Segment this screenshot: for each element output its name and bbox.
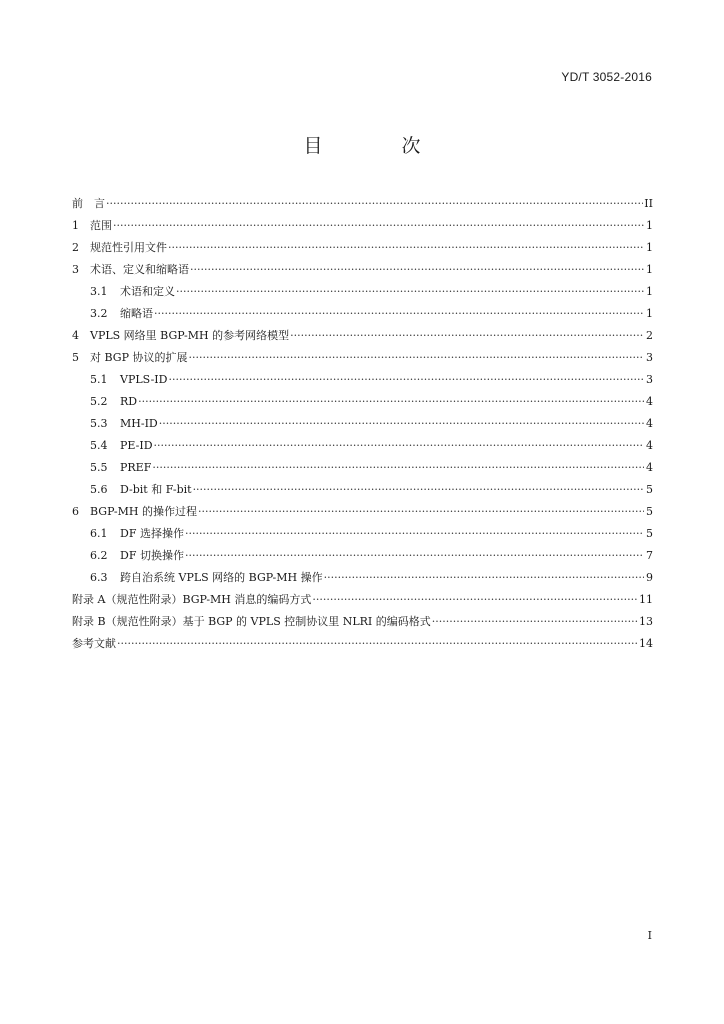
toc-entry[interactable] [72, 523, 653, 545]
toc-entry-number: 5.1 [90, 373, 108, 386]
toc-entry-title: 规范性引用文件 [90, 241, 167, 254]
toc-entry-page: 11 [639, 593, 653, 606]
toc-entry-page: 2 [646, 329, 653, 342]
toc-entry-number: 1 [72, 219, 79, 232]
toc-entry-number: 4 [72, 329, 79, 342]
toc-entry-number: 3 [72, 263, 79, 276]
toc-leader-dots [168, 237, 644, 259]
toc-entry[interactable] [72, 413, 653, 435]
toc-entry[interactable] [72, 325, 653, 347]
toc-entry-title: 缩略语 [120, 307, 153, 320]
table-of-contents [72, 193, 653, 655]
toc-entry-title: PE-ID [120, 439, 153, 452]
toc-leader-dots [193, 479, 644, 501]
toc-entry-title: MH-ID [120, 417, 158, 430]
toc-leader-dots [312, 589, 638, 611]
toc-entry-page: 1 [646, 285, 653, 298]
toc-entry[interactable] [72, 237, 653, 259]
document-code: YD/T 3052-2016 [561, 70, 652, 84]
toc-entry-number: 6.1 [90, 527, 108, 540]
toc-leader-dots [176, 281, 644, 303]
toc-leader-dots [113, 215, 644, 237]
toc-entry-page: 3 [646, 351, 653, 364]
toc-entry-number: 3.1 [90, 285, 108, 298]
toc-entry-title: BGP-MH 的操作过程 [90, 505, 197, 518]
toc-entry[interactable] [72, 435, 653, 457]
toc-entry-page: 13 [639, 615, 653, 628]
toc-entry-title: DF 切换操作 [120, 549, 184, 562]
toc-entry-page: 4 [646, 395, 653, 408]
toc-entry-title: 跨自治系统 VPLS 网络的 BGP-MH 操作 [120, 571, 323, 584]
toc-entry[interactable] [72, 281, 653, 303]
toc-entry[interactable] [72, 193, 653, 215]
toc-entry[interactable] [72, 545, 653, 567]
toc-entry[interactable] [72, 611, 653, 633]
toc-entry-title: 术语、定义和缩略语 [90, 263, 189, 276]
toc-entry-page: 4 [646, 417, 653, 430]
toc-entry-number: 6.2 [90, 549, 108, 562]
toc-entry-number: 5.6 [90, 483, 108, 496]
toc-leader-dots [290, 325, 644, 347]
toc-leader-dots [432, 611, 638, 633]
toc-leader-dots [154, 435, 644, 457]
toc-entry-number: 5 [72, 351, 79, 364]
toc-leader-dots [152, 457, 644, 479]
toc-entry[interactable] [72, 347, 653, 369]
toc-entry-title: RD [120, 395, 138, 408]
toc-leader-dots [117, 633, 638, 655]
toc-entry[interactable] [72, 589, 653, 611]
toc-entry-page: 1 [646, 241, 653, 254]
page-title: 目 次 [303, 135, 451, 157]
toc-entry-page: 14 [639, 637, 653, 650]
toc-leader-dots [324, 567, 644, 589]
toc-entry-title: D-bit 和 F-bit [120, 483, 192, 496]
toc-entry-title: DF 选择操作 [120, 527, 184, 540]
toc-entry[interactable] [72, 479, 653, 501]
toc-entry-number: 2 [72, 241, 79, 254]
toc-leader-dots [198, 501, 644, 523]
toc-entry-title: 前 言 [72, 197, 105, 210]
toc-entry-number: 6 [72, 505, 79, 518]
toc-leader-dots [190, 259, 644, 281]
toc-leader-dots [188, 347, 644, 369]
page-number: I [647, 929, 652, 942]
toc-entry-number: 5.3 [90, 417, 108, 430]
toc-entry-title: 术语和定义 [120, 285, 175, 298]
toc-entry[interactable] [72, 567, 653, 589]
toc-entry-page: 4 [646, 439, 653, 452]
toc-entry[interactable] [72, 633, 653, 655]
toc-entry-page: II [644, 197, 653, 210]
toc-entry-number: 5.5 [90, 461, 108, 474]
toc-entry[interactable] [72, 501, 653, 523]
toc-entry-title: 附录 A（规范性附录）BGP-MH 消息的编码方式 [72, 593, 312, 606]
toc-leader-dots [138, 391, 644, 413]
toc-leader-dots [106, 193, 643, 215]
toc-entry[interactable] [72, 457, 653, 479]
toc-entry-page: 1 [646, 263, 653, 276]
toc-entry-page: 4 [646, 461, 653, 474]
toc-entry-page: 1 [646, 219, 653, 232]
toc-entry-number: 5.2 [90, 395, 108, 408]
toc-entry[interactable] [72, 369, 653, 391]
toc-leader-dots [185, 523, 644, 545]
toc-entry-title: VPLS 网络里 BGP-MH 的参考网络模型 [90, 329, 290, 342]
toc-entry[interactable] [72, 303, 653, 325]
toc-entry-page: 5 [646, 505, 653, 518]
toc-entry-number: 6.3 [90, 571, 108, 584]
toc-entry-title: 参考文献 [72, 637, 116, 650]
toc-entry-number: 3.2 [90, 307, 108, 320]
toc-entry[interactable] [72, 259, 653, 281]
toc-entry-page: 7 [646, 549, 653, 562]
toc-entry[interactable] [72, 215, 653, 237]
toc-entry[interactable] [72, 391, 653, 413]
toc-entry-number: 5.4 [90, 439, 108, 452]
toc-entry-title: 范围 [90, 219, 112, 232]
toc-leader-dots [168, 369, 644, 391]
toc-leader-dots [185, 545, 644, 567]
toc-entry-title: 附录 B（规范性附录）基于 BGP 的 VPLS 控制协议里 NLRI 的编码格式 [72, 615, 431, 628]
toc-entry-title: 对 BGP 协议的扩展 [90, 351, 188, 364]
toc-entry-page: 9 [646, 571, 653, 584]
toc-entry-title: VPLS-ID [120, 373, 168, 386]
toc-leader-dots [154, 303, 644, 325]
toc-entry-page: 5 [646, 483, 653, 496]
toc-entry-page: 1 [646, 307, 653, 320]
toc-leader-dots [159, 413, 644, 435]
toc-entry-title: PREF [120, 461, 152, 474]
toc-entry-page: 5 [646, 527, 653, 540]
toc-entry-page: 3 [646, 373, 653, 386]
